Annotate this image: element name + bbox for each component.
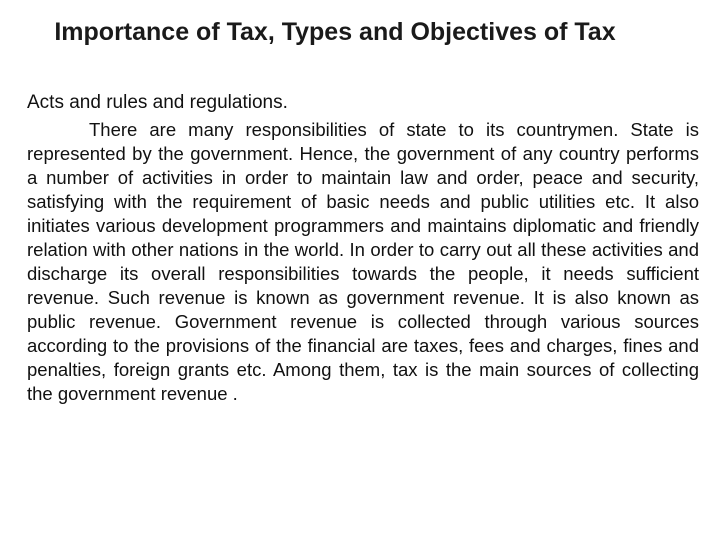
body-paragraph: There are many responsibilities of state to its countrymen. State is represented by the government. Hence, the government of any country performs a number of activities in order to maintain law and order, peace and security, satisfying with the requirement of basic needs and public utilities etc. It also initiates various development programmers and maintains diplomatic and friendly relation with other nations in the world. In order to carry out all these activities and discharge its overall responsibilities towards the people, it needs sufficient revenue. Such revenue is known as government revenue. It is also known as public revenue. Government revenue is collected through various sources according to the provisions of the financial are taxes, fees and charges, fines and penalties, foreign grants etc. Among them, tax is the main sources of collecting the government revenue . bbox=[27, 119, 699, 404]
slide-title: Importance of Tax, Types and Objectives of Tax bbox=[54, 18, 616, 46]
intro-line: Acts and rules and regulations. bbox=[27, 92, 288, 113]
